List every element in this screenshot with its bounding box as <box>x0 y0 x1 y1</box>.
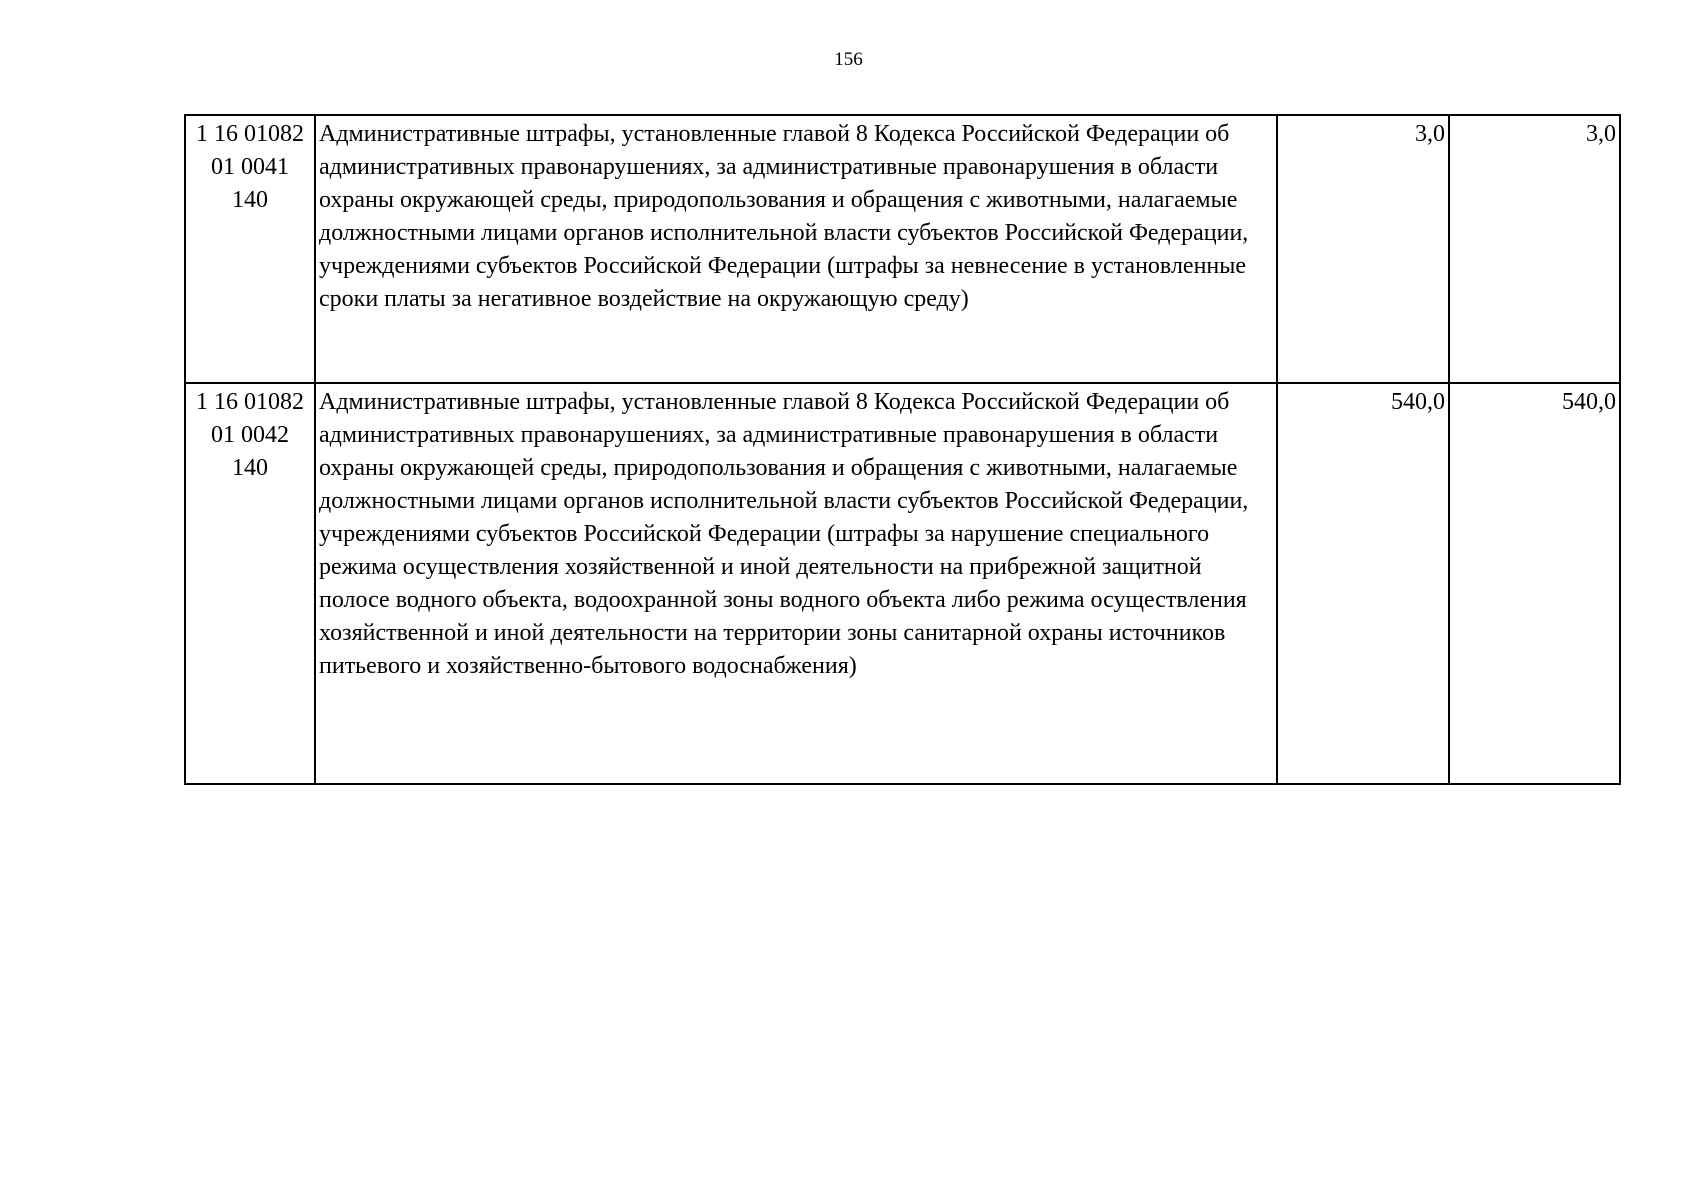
description-cell: Административные штрафы, установленные главой 8 Кодекса Российской Федерации об административных правонарушениях, за административные правонарушения в области охраны окружающей среды, природопользования и обращения с животными, налагаемые должностными лицами органов исполнительной власти субъектов Российской Федерации, учреждениями субъектов Российской Федерации (штрафы за невнесение в установленные сроки платы за негативное воздействие на окружающую среду) <box>315 115 1277 383</box>
budget-code-cell: 1 16 01082 01 0042 140 <box>185 383 315 784</box>
value-cell-2: 3,0 <box>1449 115 1620 383</box>
budget-code-cell: 1 16 01082 01 0041 140 <box>185 115 315 383</box>
table-row <box>185 383 1620 784</box>
value-cell-2: 540,0 <box>1449 383 1620 784</box>
budget-table <box>184 114 1621 785</box>
value-cell-1: 3,0 <box>1277 115 1449 383</box>
table-row <box>185 115 1620 383</box>
page-number: 156 <box>834 49 863 70</box>
value-cell-1: 540,0 <box>1277 383 1449 784</box>
description-cell: Административные штрафы, установленные главой 8 Кодекса Российской Федерации об административных правонарушениях, за административные правонарушения в области охраны окружающей среды, природопользования и обращения с животными, налагаемые должностными лицами органов исполнительной власти субъектов Российской Федерации, учреждениями субъектов Российской Федерации (штрафы за нарушение специального режима осуществления хозяйственной и иной деятельности на прибрежной защитной полосе водного объекта, водоохранной зоны водного объекта либо режима осуществления хозяйственной и иной деятельности на территории зоны санитарной охраны источников питьевого и хозяйственно-бытового водоснабжения) <box>315 383 1277 784</box>
